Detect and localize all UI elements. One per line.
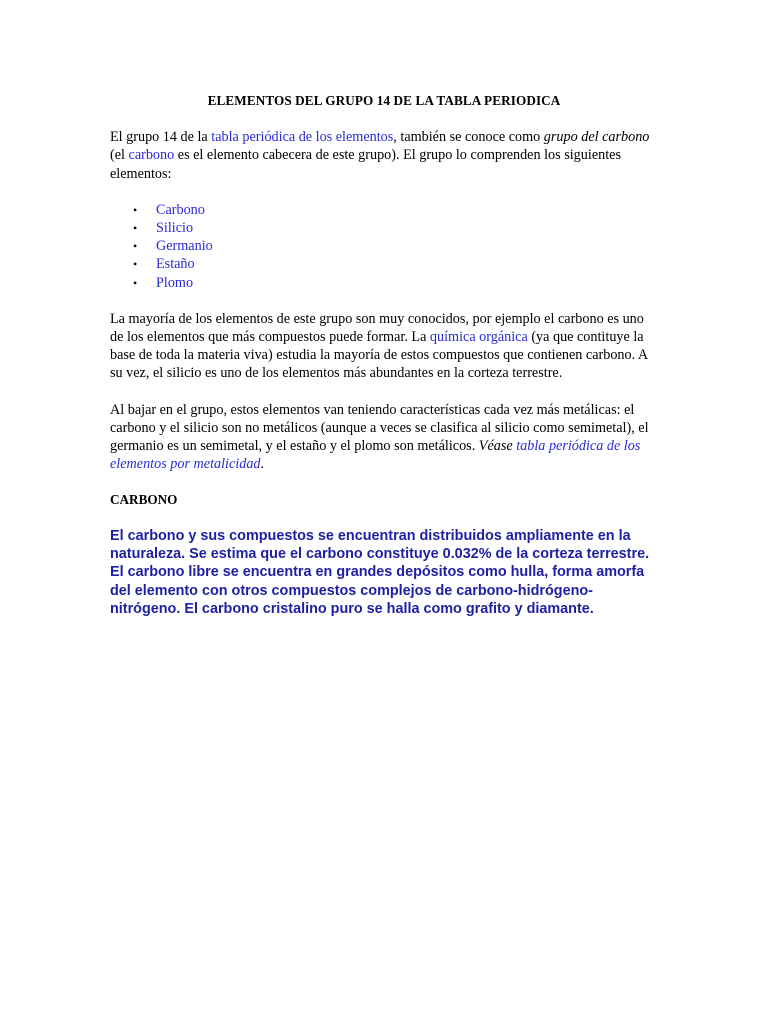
bullet-icon: • <box>133 221 138 236</box>
elements-list <box>110 201 658 292</box>
intro-text-3: (el <box>110 147 129 164</box>
link-tabla-metalicidad[interactable]: tabla periódica de los elementos por metalicidad <box>110 438 641 473</box>
grupo-del-carbono-italic: grupo del carbono <box>543 129 650 146</box>
bullet-icon: • <box>133 275 138 290</box>
paragraph-metalicidad <box>110 401 658 474</box>
list-item <box>133 237 658 255</box>
link-carbono[interactable]: carbono <box>128 147 175 164</box>
bullet-icon: • <box>133 202 138 217</box>
link-element-carbono[interactable]: Carbono <box>156 201 205 218</box>
page-title: ELEMENTOS DEL GRUPO 14 DE LA TABLA PERIODICA <box>207 93 561 108</box>
carbono-description: El carbono y sus compuestos se encuentran distribuidos ampliamente en la naturaleza. Se estima que el carbono constituye 0.032% de la corteza terrestre. El carbono libre se encuentra en grandes depósitos como hulla, forma amorfa del elemento con otros compuestos complejos de carbono-hidrógeno-nitrógeno. El carbono cristalino puro se halla como grafito y diamante. <box>110 527 650 617</box>
para3-text-1: Al bajar en el grupo, estos elementos van teniendo características cada vez más metálicas: el carbono y el silicio son no metálicos (aunque a veces se clasifica al silicio como semimetal), el germanio es un semimetal, y el estaño y el plomo son metálicos. <box>110 401 649 455</box>
intro-text-1: El grupo 14 de la <box>110 129 212 146</box>
list-item <box>133 219 658 237</box>
paragraph-mayoria <box>110 310 658 383</box>
link-quimica-organica[interactable]: química orgánica <box>429 329 528 346</box>
link-element-plomo[interactable]: Plomo <box>156 274 194 291</box>
para2-text-2: (ya que contituye la base de toda la materia viva) estudia la mayoría de estos compuestos que contienen carbono. A su vez, el silicio es uno de los elementos más abundantes en la corteza terrestre. <box>110 329 648 382</box>
para2-text-1: La mayoría de los elementos de este grupo son muy conocidos, por ejemplo el carbono es uno de los elementos que más compuestos puede formar. La <box>110 310 644 346</box>
intro-text-2: , también se conoce como <box>393 129 544 146</box>
list-item <box>133 255 658 273</box>
link-element-estano[interactable]: Estaño <box>156 256 195 273</box>
link-tabla-periodica[interactable]: tabla periódica de los elementos <box>211 129 394 146</box>
intro-paragraph <box>110 128 658 183</box>
para3-text-3: . <box>260 456 265 473</box>
bullet-icon: • <box>133 239 138 254</box>
bullet-icon: • <box>133 257 138 272</box>
link-element-silicio[interactable]: Silicio <box>156 220 194 237</box>
list-item <box>133 201 658 219</box>
document-body <box>110 92 658 618</box>
section-heading-carbono: CARBONO <box>110 492 178 508</box>
link-element-germanio[interactable]: Germanio <box>156 238 213 255</box>
list-item <box>133 274 658 292</box>
vease-italic: Véase <box>478 438 513 455</box>
intro-text-4: es el elemento cabecera de este grupo). El grupo lo comprenden los siguientes elementos: <box>110 147 621 182</box>
